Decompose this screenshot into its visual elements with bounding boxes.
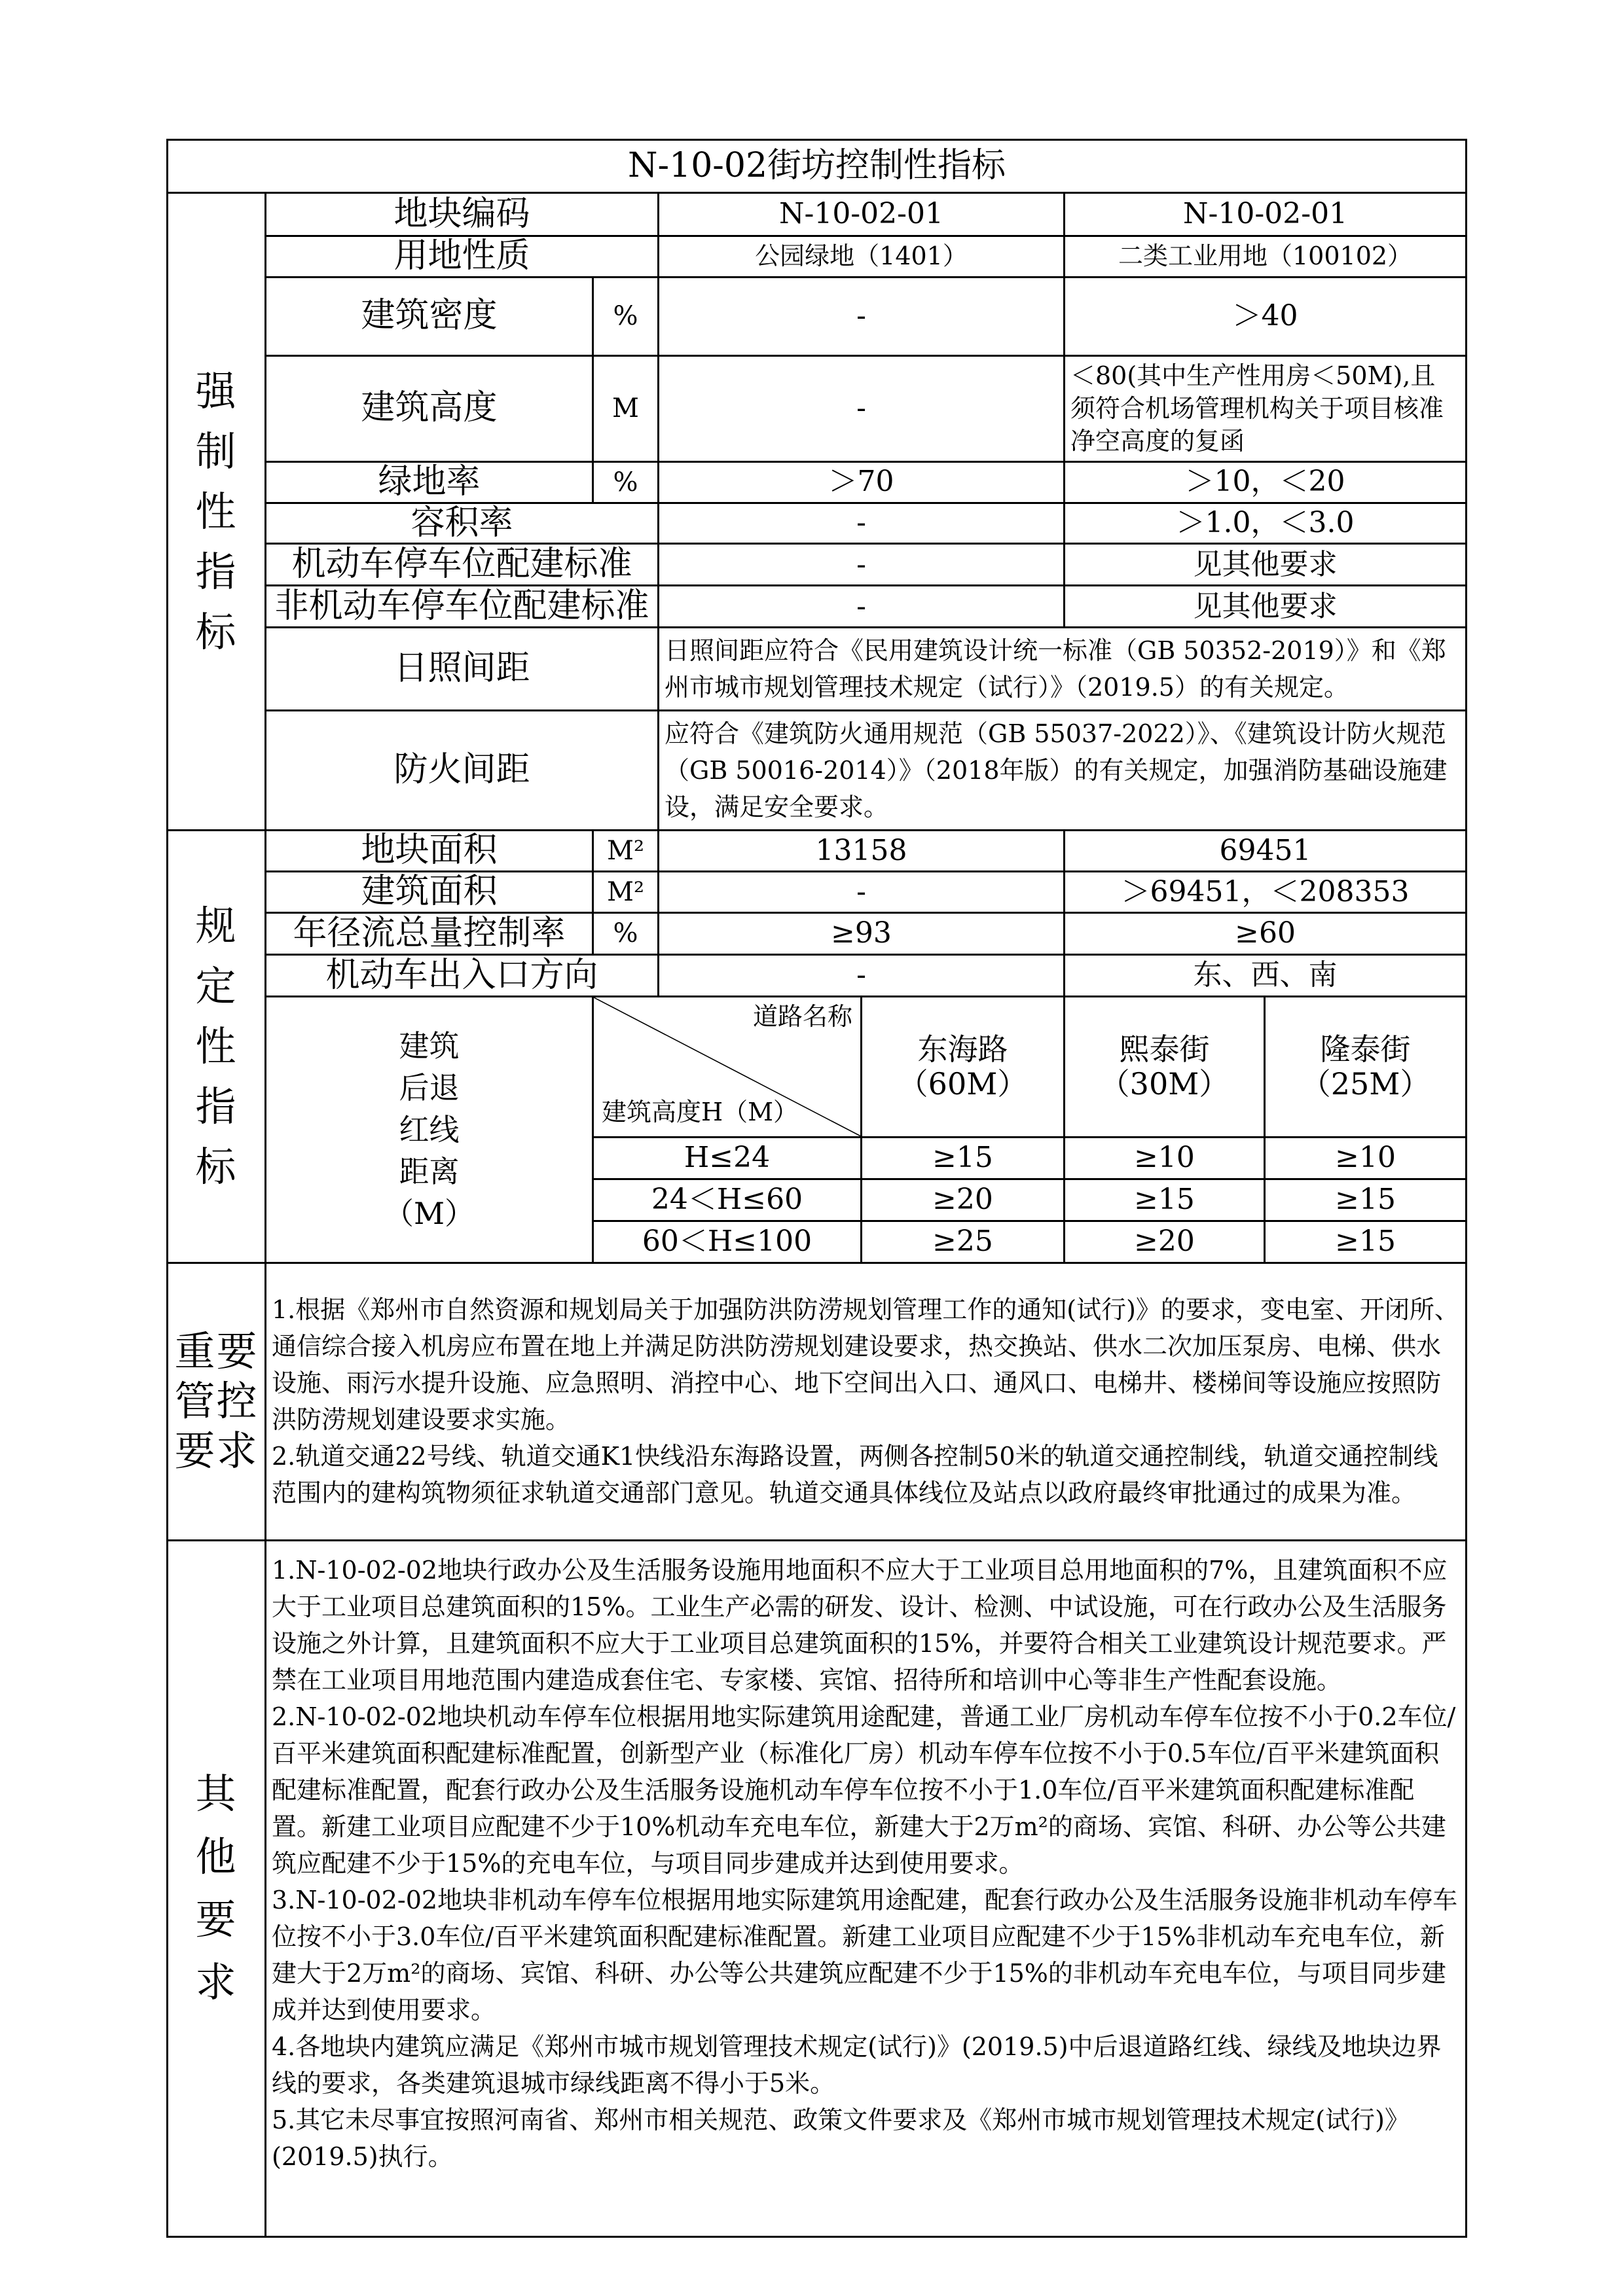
control-index-sheet xyxy=(166,139,1465,2238)
setback-cell: ≥20 xyxy=(862,1179,1065,1221)
green-ratio-label: 绿地率 xyxy=(266,461,593,503)
access-direction-value-2: 东、西、南 xyxy=(1065,954,1467,996)
green-ratio-unit: % xyxy=(593,461,659,503)
density-value-2: ＞40 xyxy=(1065,277,1467,355)
setback-cell: ≥15 xyxy=(862,1137,1065,1179)
other-requirement-item: 5.其它未尽事宜按照河南省、郑州市相关规范、政策文件要求及《郑州市城市规划管理技术规定(试行)》(2019.5)执行。 xyxy=(272,2105,1410,2171)
plot-code-value-1: N-10-02-01 xyxy=(659,193,1065,236)
floor-area-value-2: ＞69451，＜208353 xyxy=(1065,872,1467,913)
far-value-2: ＞1.0，＜3.0 xyxy=(1065,503,1467,544)
motor-parking-label: 机动车停车位配建标准 xyxy=(266,544,659,586)
plot-code-label: 地块编码 xyxy=(266,193,659,236)
other-requirement-item: 2.N-10-02-02地块机动车停车位根据用地实际建筑用途配建，普通工业厂房机动车停车位按不小于0.2车位/百平米建筑面积配建标准配置，创新型产业（标准化厂房）机动车停车位按不小于0.5车位/百平米建筑面积配建标准配置，配套行政办公及生活服务设施机动车停车位按不小于1.0车位/百平米建筑面积配建标准配置。新建工业项目应配建不少于10%机动车充电车位，新建大于2万m²的商场、宾馆、科研、办公等公共建筑应配建不少于15%的充电车位，与项目同步建成并达到使用要求。 xyxy=(272,1702,1456,1878)
height-label: 建筑高度 xyxy=(266,355,593,461)
floor-area-label: 建筑面积 xyxy=(266,872,593,913)
other-requirement-item: 1.N-10-02-02地块行政办公及生活服务设施用地面积不应大于工业项目总用地面积的7%，且建筑面积不应大于工业项目总建筑面积的15%。工业生产必需的研发、设计、检测、中试设施，可在行政办公及生活服务设施之外计算，且建筑面积不应大于工业项目总建筑面积的15%，并要符合相关工业建筑设计规范要求。严禁在工业项目用地范围内建造成套住宅、专家楼、宾馆、招待所和培训中心等非生产性配套设施。 xyxy=(272,1555,1448,1695)
setback-cell: ≥15 xyxy=(1265,1179,1467,1221)
setback-cell: ≥15 xyxy=(1065,1179,1265,1221)
control-index-table xyxy=(166,139,1467,2238)
land-use-label: 用地性质 xyxy=(266,236,659,278)
other-requirements-text xyxy=(266,1540,1467,2236)
section-label-prescriptive: 规 定 性 指 标 xyxy=(168,831,266,1263)
far-value-1: - xyxy=(659,503,1065,544)
road-header-1: 东海路（60M） xyxy=(862,996,1065,1137)
road-header-2: 熙泰街（30M） xyxy=(1065,996,1265,1137)
land-use-value-1: 公园绿地（1401） xyxy=(659,236,1065,278)
land-use-value-2: 二类工业用地（100102） xyxy=(1065,236,1467,278)
setback-cell: ≥15 xyxy=(1265,1221,1467,1263)
section-label-key-requirements: 重要 管控 要求 xyxy=(168,1263,266,1540)
setback-cell: ≥25 xyxy=(862,1221,1065,1263)
setback-label: 建筑 后退 红线 距离 （M） xyxy=(266,996,593,1263)
plot-area-value-1: 13158 xyxy=(659,831,1065,872)
setback-height-row-3: 60＜H≤100 xyxy=(593,1221,862,1263)
setback-cell: ≥10 xyxy=(1265,1137,1467,1179)
setback-cell: ≥20 xyxy=(1065,1221,1265,1263)
floor-area-unit: M² xyxy=(593,872,659,913)
green-ratio-value-1: ＞70 xyxy=(659,461,1065,503)
floor-area-value-1: - xyxy=(659,872,1065,913)
setback-height-row-1: H≤24 xyxy=(593,1137,862,1179)
setback-height-row-2: 24＜H≤60 xyxy=(593,1179,862,1221)
header-road-name: 道路名称 xyxy=(752,1001,852,1031)
height-value-1: - xyxy=(659,355,1065,461)
sunlight-text: 日照间距应符合《民用建筑设计统一标准（GB 50352-2019）》和《郑州市城市规划管理技术规定（试行）》（2019.5）的有关规定。 xyxy=(659,628,1467,711)
fire-spacing-text: 应符合《建筑防火通用规范（GB 55037-2022）》、《建筑设计防火规范（GB 50016-2014）》（2018年版）的有关规定，加强消防基础设施建设，满足安全要求。 xyxy=(659,711,1467,831)
road-header-3: 隆泰街（25M） xyxy=(1265,996,1467,1137)
sunlight-label: 日照间距 xyxy=(266,628,659,711)
runoff-value-2: ≥60 xyxy=(1065,912,1467,954)
fire-spacing-label: 防火间距 xyxy=(266,711,659,831)
nonmotor-parking-value-2: 见其他要求 xyxy=(1065,586,1467,628)
access-direction-value-1: - xyxy=(659,954,1065,996)
other-requirement-item: 3.N-10-02-02地块非机动车停车位根据用地实际建筑用途配建，配套行政办公及生活服务设施非机动车停车位按不小于3.0车位/百平米建筑面积配建标准配置。新建工业项目应配建不少于15%非机动车充电车位，新建大于2万m²的商场、宾馆、科研、办公等公共建筑应配建不少于15%的非机动车充电车位，与项目同步建成并达到使用要求。 xyxy=(272,1885,1458,2024)
density-label: 建筑密度 xyxy=(266,277,593,355)
section-label-other-requirements: 其 他 要 求 xyxy=(168,1540,266,2236)
setback-header-diagonal xyxy=(593,996,862,1137)
access-direction-label: 机动车出入口方向 xyxy=(266,954,659,996)
plot-area-value-2: 69451 xyxy=(1065,831,1467,872)
plot-code-value-2: N-10-02-01 xyxy=(1065,193,1467,236)
page-title: N-10-02街坊控制性指标 xyxy=(168,140,1467,193)
density-unit: % xyxy=(593,277,659,355)
nonmotor-parking-label: 非机动车停车位配建标准 xyxy=(266,586,659,628)
density-value-1: - xyxy=(659,277,1065,355)
far-label: 容积率 xyxy=(266,503,659,544)
green-ratio-value-2: ＞10，＜20 xyxy=(1065,461,1467,503)
header-building-height: 建筑高度H（M） xyxy=(602,1097,799,1126)
runoff-unit: % xyxy=(593,912,659,954)
key-requirement-item: 1.根据《郑州市自然资源和规划局关于加强防洪防涝规划管理工作的通知(试行)》的要求，变电室、开闭所、通信综合接入机房应布置在地上并满足防洪防涝规划建设要求，热交换站、供水二次加压泵房、电梯、供水设施、雨污水提升设施、应急照明、消控中心、地下空间出入口、通风口、电梯井、楼梯间等设施应按照防洪防涝规划建设要求实施。 xyxy=(272,1295,1459,1435)
height-value-2: ＜80(其中生产性用房＜50M),且须符合机场管理机构关于项目核准净空高度的复函 xyxy=(1065,355,1467,461)
runoff-label: 年径流总量控制率 xyxy=(266,912,593,954)
other-requirement-item: 4.各地块内建筑应满足《郑州市城市规划管理技术规定(试行)》(2019.5)中后退道路红线、绿线及地块边界线的要求，各类建筑退城市绿线距离不得小于5米。 xyxy=(272,2032,1442,2098)
key-requirements-text xyxy=(266,1263,1467,1540)
runoff-value-1: ≥93 xyxy=(659,912,1065,954)
height-unit: M xyxy=(593,355,659,461)
plot-area-label: 地块面积 xyxy=(266,831,593,872)
section-label-mandatory: 强 制 性 指 标 xyxy=(168,193,266,831)
motor-parking-value-2: 见其他要求 xyxy=(1065,544,1467,586)
nonmotor-parking-value-1: - xyxy=(659,586,1065,628)
setback-cell: ≥10 xyxy=(1065,1137,1265,1179)
motor-parking-value-1: - xyxy=(659,544,1065,586)
key-requirement-item: 2.轨道交通22号线、轨道交通K1快线沿东海路设置，两侧各控制50米的轨道交通控制线，轨道交通控制线范围内的建构筑物须征求轨道交通部门意见。轨道交通具体线位及站点以政府最终审批通过的成果为准。 xyxy=(272,1442,1438,1508)
plot-area-unit: M² xyxy=(593,831,659,872)
